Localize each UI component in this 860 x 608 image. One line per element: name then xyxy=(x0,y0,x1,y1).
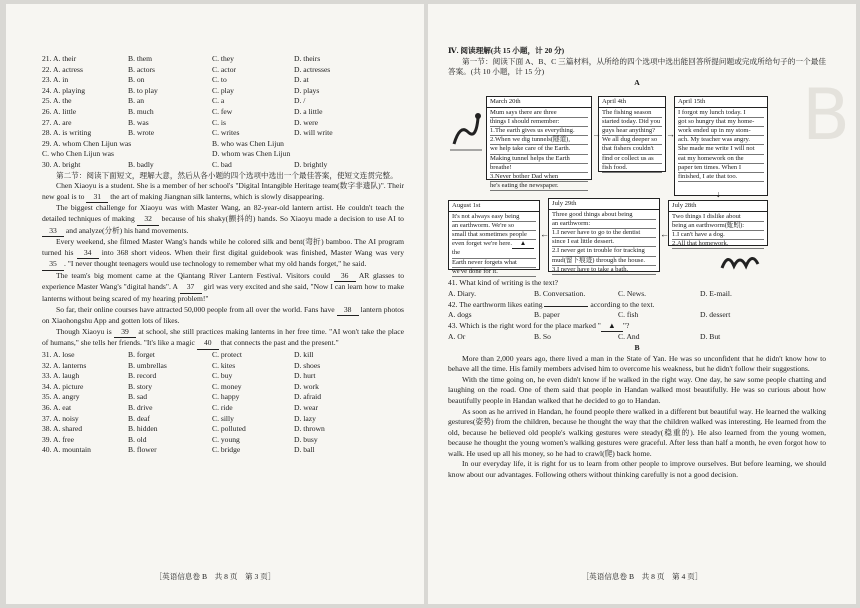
question-row xyxy=(42,350,404,361)
question-row xyxy=(42,118,404,129)
question-option-c: C. happy xyxy=(212,392,240,402)
question-option-d: D. were xyxy=(294,117,319,127)
diary-line: I forgot my lunch today. I xyxy=(678,109,764,118)
question-option-b: B. umbrellas xyxy=(128,360,167,370)
question-option-c: C. few xyxy=(212,106,233,116)
diary-line: eat my homework on the xyxy=(678,155,764,164)
diary-cards xyxy=(448,90,826,276)
diary-date: April 4th xyxy=(599,98,665,107)
question-option-d: D. shoes xyxy=(294,360,321,370)
question-option-d: D. will write xyxy=(294,128,333,138)
diary-line: we've done for it. xyxy=(452,268,536,277)
diary-line: 2.All that homework. xyxy=(672,240,764,249)
question-41: 41. What kind of writing is the text? xyxy=(448,278,558,288)
passage-paragraph: The biggest challenge for Xiaoyu was with Master Wang, an 82-year-old lantern artist. He couldn't teach the detailed techniques of making 32 because of his shaky(颤抖的) hands. So Xiaoyu made a decision to use AI to 33 and analyze(分析) his hand movements. xyxy=(42,203,404,237)
question-option-b: B. drive xyxy=(128,403,153,412)
passage-b-letter: B xyxy=(634,342,640,352)
diary-date: March 20th xyxy=(487,98,591,107)
question-option-b: B. sad xyxy=(128,392,147,402)
question-option-d: D. thrown xyxy=(294,424,325,434)
question-option-c: C. they xyxy=(212,54,234,63)
section1-intro: 第一节：阅读下面 A、B、C 三篇材料，从所给的四个选项中选出能回答所提问题或完成所给句子的一个最佳答案。(共 10 小题，计 15 分) xyxy=(448,56,826,77)
question-option-b: B. deaf xyxy=(128,413,150,423)
diary-line: The fishing season xyxy=(602,109,662,118)
question-row xyxy=(42,54,404,65)
blank-number: 40 xyxy=(197,338,219,350)
diary-line: small that sometimes people xyxy=(452,231,536,240)
diary-line: an earthworm. We're so xyxy=(452,222,536,231)
question-row xyxy=(42,96,404,107)
passage-paragraph: Every weekend, she filmed Master Wang's hands while he colored silk and bent(弯折) bamboo. The AI program turned his 34 into 368 short videos. When their first digital guidebook was finished, Master Wang was very 35 . "I never thought teenagers would use technology to remember what my old hands forget," he said. xyxy=(42,237,404,271)
diary-date: August 1st xyxy=(449,202,539,211)
diary-line: breathe! xyxy=(490,164,588,173)
question-row xyxy=(42,361,404,372)
question-option-a: 28. A. is writing xyxy=(42,128,92,138)
diary-card-april-15 xyxy=(674,96,768,196)
question-option-b: B. flower xyxy=(128,445,157,455)
question-option-b: B. wrote xyxy=(128,128,155,138)
question-option-a: 39. A. free xyxy=(42,434,75,444)
diary-line: find or collect us as xyxy=(602,155,662,164)
question-row xyxy=(42,65,404,76)
right-footer: ［英语信息卷 B 共 8 页 第 4 页］ xyxy=(581,572,703,581)
question-option-b: B. forget xyxy=(128,350,155,360)
question-option-b: B. actors xyxy=(128,64,155,74)
question-option-d: D. ball xyxy=(294,445,315,455)
diary-line: 1.The earth gives us everything. xyxy=(490,127,588,136)
question-option-b: B. them xyxy=(128,54,153,63)
diary-line: Two things I dislike about xyxy=(672,213,764,222)
blank-number: 38 xyxy=(337,305,359,317)
question-row xyxy=(42,445,404,456)
question-option-d: D. wear xyxy=(294,403,319,412)
blank-number: 31 xyxy=(86,192,108,204)
diary-line: mud(留下痕迹) through the house. xyxy=(552,257,656,266)
left-page-content xyxy=(42,54,404,456)
question-option-a: 36. A. eat xyxy=(42,403,72,412)
passage-a-letter: A xyxy=(634,77,640,87)
question-option-c: C. is xyxy=(212,117,226,127)
question-row xyxy=(42,382,404,393)
diary-line: finished, I ate that too. xyxy=(678,173,764,182)
question-option-c: C. young xyxy=(212,434,240,444)
watermark-letter: B xyxy=(801,74,850,156)
diary-card-march-20 xyxy=(486,96,592,190)
arrow-down-icon: ↓ xyxy=(716,189,721,200)
question-option-b: B. hidden xyxy=(128,424,158,434)
options-43: A. Or B. So C. And D. But xyxy=(448,332,721,342)
section2-intro: 第二节：阅读下面短文，理解大意，然后从各小题的四个选项中选出一个最佳答案，使短文连贯完整。 xyxy=(56,170,398,180)
question-row xyxy=(42,424,404,435)
passage-paragraph: So far, their online courses have attracted 50,000 people from all over the world. Fans have 38 lantern photos on Xiaohongshu App and gotten lots of likes. xyxy=(42,304,404,326)
options-41: A. Diary. B. Conversation. C. News. D. E-mail. xyxy=(448,288,732,298)
arrow-right-icon: → xyxy=(592,129,601,140)
diary-card-july-28 xyxy=(668,200,768,246)
question-option-b: B. to play xyxy=(128,85,158,95)
diary-line: things I should remember: xyxy=(490,118,588,127)
question-option-b: B. on xyxy=(128,75,145,85)
question-row xyxy=(42,75,404,86)
question-option-b: B. much xyxy=(128,106,154,116)
question-option-a: 27. A. are xyxy=(42,117,72,127)
diary-line: fish food. xyxy=(602,164,662,173)
question-option-c: C. to xyxy=(212,75,227,85)
blank-number: 33 xyxy=(42,226,64,238)
left-page xyxy=(6,4,424,604)
question-option-c: C. silly xyxy=(212,413,234,423)
question-option-a: 35. A. angry xyxy=(42,392,80,402)
diary-line: She made me write I will not xyxy=(678,145,764,154)
diary-line: Making tunnel helps the Earth xyxy=(490,155,588,164)
question-option-b: B. record xyxy=(128,371,157,381)
arrow-left-icon: ← xyxy=(660,229,669,240)
question-option-a: 22. A. actress xyxy=(42,64,83,74)
diary-line: started today. Did you xyxy=(602,118,662,127)
question-option-d: D. busy xyxy=(294,434,318,444)
diary-card-august-1 xyxy=(448,200,540,275)
diary-line: We all dug deeper so xyxy=(602,136,662,145)
question-option-c: C. ride xyxy=(212,403,233,412)
question-option-d: D. lazy xyxy=(294,413,316,423)
question-option-c: C. buy xyxy=(212,371,233,381)
choices-31-40 xyxy=(42,350,404,456)
diary-line: got so hungry that my home- xyxy=(678,118,764,127)
question-option-a: 34. A. picture xyxy=(42,381,84,391)
question-option-a: 25. A. the xyxy=(42,96,72,106)
question-option-c: C. protect xyxy=(212,350,242,360)
question-row xyxy=(42,86,404,97)
passage-b-para-1: More than 2,000 years ago, there lived a man in the State of Yan. He was so unconfident that he didn't know how to behave all the time. His family members advised him to overcome his weakness, but he didn't follow their suggestions. xyxy=(448,353,826,374)
question-option-b: B. story xyxy=(128,381,153,391)
diary-line: an earthworm: xyxy=(552,220,656,229)
diary-line: 3.Never bother Dad when xyxy=(490,173,588,182)
question-42: 42. The earthworm likes eating according to the text. xyxy=(448,299,655,309)
question-option-b: B. old xyxy=(128,434,147,444)
question-option-a: 32. A. lanterns xyxy=(42,360,87,370)
question-option-d: D. a little xyxy=(294,106,323,116)
question-option-d: D. afraid xyxy=(294,392,321,402)
question-option-d: D. work xyxy=(294,381,319,391)
question-option-a: 26. A. little xyxy=(42,106,77,116)
question-option-d: D. at xyxy=(294,75,309,85)
question-option-a: 23. A. in xyxy=(42,75,69,85)
arrow-left-icon: ← xyxy=(540,229,549,240)
question-option-c: C. actor xyxy=(212,64,237,74)
question-option-a: 31. A. lose xyxy=(42,350,75,360)
question-option-d: D. plays xyxy=(294,85,320,95)
diary-line: paper ten times. When I xyxy=(678,164,764,173)
question-row xyxy=(42,392,404,403)
question-option-c: C. polluted xyxy=(212,424,246,434)
passage-b-para-3: As soon as he arrived in Handan, he found people there walked in a different but beautiful way. He learned the walking gestures(姿势) from the children, because he thought the way that the children walked was interesting. He learned from the old, because he believed old people's walking gestures were steady(稳重的). He also learned from the young women, because he thought the young women's walking gestures were graceful. After less than half a month, he even forgot how to walk. He used up all his money, so he had to crawl(爬) back home. xyxy=(448,406,826,458)
question-option-c: C. money xyxy=(212,381,242,391)
question-option-d: D. kill xyxy=(294,350,314,360)
diary-line: we help take care of the Earth. xyxy=(490,145,588,154)
passage-b-para-4: In our everyday life, it is right for us to learn from other people to improve ourselves. But before learning, we should know about our advantages. Following others without thinking carefully is not a good decision. xyxy=(448,459,826,480)
diary-card-july-29 xyxy=(548,198,660,272)
question-row xyxy=(42,414,404,425)
diary-line: 1.I never have to go to the dentist xyxy=(552,229,656,238)
diary-date: July 28th xyxy=(669,202,767,211)
diary-line: since I eat little dessert. xyxy=(552,238,656,247)
blank-number: 32 xyxy=(137,214,159,226)
passage-paragraph: Chen Xiaoyu is a student. She is a member of her school's "Digital Intangible Heritage team(数字非遗队)". Their new goal is to 31 the art of making Jiangnan silk lanterns, which is slowly disappearing. xyxy=(42,181,404,203)
question-option-d: D. hurt xyxy=(294,371,316,381)
diary-date: April 15th xyxy=(675,98,767,107)
question-option-a: 38. A. shared xyxy=(42,424,83,434)
question-option-d: D. actresses xyxy=(294,64,331,74)
right-page xyxy=(428,4,856,604)
diary-marker: ▲ xyxy=(512,240,534,249)
question-option-a: 40. A. mountain xyxy=(42,445,91,455)
blank-number: 36 xyxy=(334,271,356,283)
diary-line: Three good things about being xyxy=(552,211,656,220)
passage-paragraph: Though Xiaoyu is 39 at school, she still practices making lanterns in her free time. "AI won't take the place of humans," she tells her friends. "It's like a magic 40 that connects the past and the present." xyxy=(42,327,404,350)
question-option-d: D. theirs xyxy=(294,54,321,63)
question-option-c: C. a xyxy=(212,96,225,106)
options-42: A. dogs B. paper C. fish D. dessert xyxy=(448,310,731,320)
diary-line: Earth never forgets what xyxy=(452,259,536,268)
question-option-c: C. bridge xyxy=(212,445,241,455)
question-option-a: 21. A. their xyxy=(42,54,77,63)
question-option-b: B. was xyxy=(128,117,149,127)
blank-number: 34 xyxy=(77,248,99,260)
right-page-content xyxy=(448,46,826,481)
question-option-a: 24. A. playing xyxy=(42,85,86,95)
diary-line: guys hear anything? xyxy=(602,127,662,136)
diary-line: Mum says there are three xyxy=(490,109,588,118)
diary-line: 1.I can't have a dog. xyxy=(672,231,764,240)
question-option-c: C. play xyxy=(212,85,234,95)
diary-line: even forget we're here. ▲ the xyxy=(452,240,536,258)
question-option-b: B. an xyxy=(128,96,145,106)
left-footer: ［英语信息卷 B 共 8 页 第 3 页］ xyxy=(154,572,276,581)
question-30: 30. A. bright B. badly C. bad D. brightly xyxy=(42,159,328,169)
diary-line: 2.I never get in trouble for tracking xyxy=(552,247,656,256)
diary-line: 3.I never have to take a bath. xyxy=(552,266,656,275)
diary-line: being an earthworm(蚯蚓): xyxy=(672,222,764,231)
question-option-c: C. kites xyxy=(212,360,236,370)
blank-number: 37 xyxy=(180,282,202,294)
question-29: 29. A. whom Chen Lijun was B. who was Chen Lijun C. who Chen Lijun was D. whom was Chen Lijun xyxy=(42,138,291,159)
diary-date: July 29th xyxy=(549,200,659,209)
question-row xyxy=(42,371,404,382)
question-row xyxy=(42,107,404,118)
blank-number: 39 xyxy=(114,327,136,339)
question-row xyxy=(42,435,404,446)
cloze-passage xyxy=(42,181,404,350)
blank-number: 35 xyxy=(42,259,64,271)
question-option-d: D. / xyxy=(294,96,306,106)
arrow-right-icon: → xyxy=(666,129,675,140)
passage-paragraph: The team's big moment came at the Qiantang River Lantern Festival. Visitors could 36 AR glasses to experience Master Wang's "digital hands". A 37 girl was very excited and she said, "Now I can learn how to make lanterns without being scared of my hearing problem!" xyxy=(42,270,405,304)
question-option-c: C. writes xyxy=(212,128,240,138)
diary-card-april-4 xyxy=(598,96,666,172)
question-row xyxy=(42,128,404,139)
diary-line: work ended up in my stom- xyxy=(678,127,764,136)
passage-b-para-2: With the time going on, he even didn't know if he walked in the right way. One day, he saw some people chatting and laughing on the road. One of them said that people in Handan walked most beautifully. He was so curious about how beautifully people in Handan walked that he decided to go to Handan. xyxy=(448,374,826,405)
question-option-a: 33. A. laugh xyxy=(42,371,80,381)
question-43: 43. Which is the right word for the place marked " ▲ "? xyxy=(448,321,826,333)
diary-line: ach. My teacher was angry. xyxy=(678,136,764,145)
question-option-a: 37. A. noisy xyxy=(42,413,79,423)
earthworms-drawing-icon xyxy=(720,248,760,272)
diary-line: 2.When we dig tunnels(隧道), xyxy=(490,136,588,145)
diary-line: that fishers couldn't xyxy=(602,145,662,154)
question-row xyxy=(42,403,404,414)
choices-21-28 xyxy=(42,54,404,139)
section-title: Ⅳ. 阅读理解(共 15 小题，计 20 分) xyxy=(448,46,565,55)
diary-line: he's eating the newspaper. xyxy=(490,182,588,191)
earthworm-drawing-icon xyxy=(448,104,484,154)
diary-line: It's not always easy being xyxy=(452,213,536,222)
